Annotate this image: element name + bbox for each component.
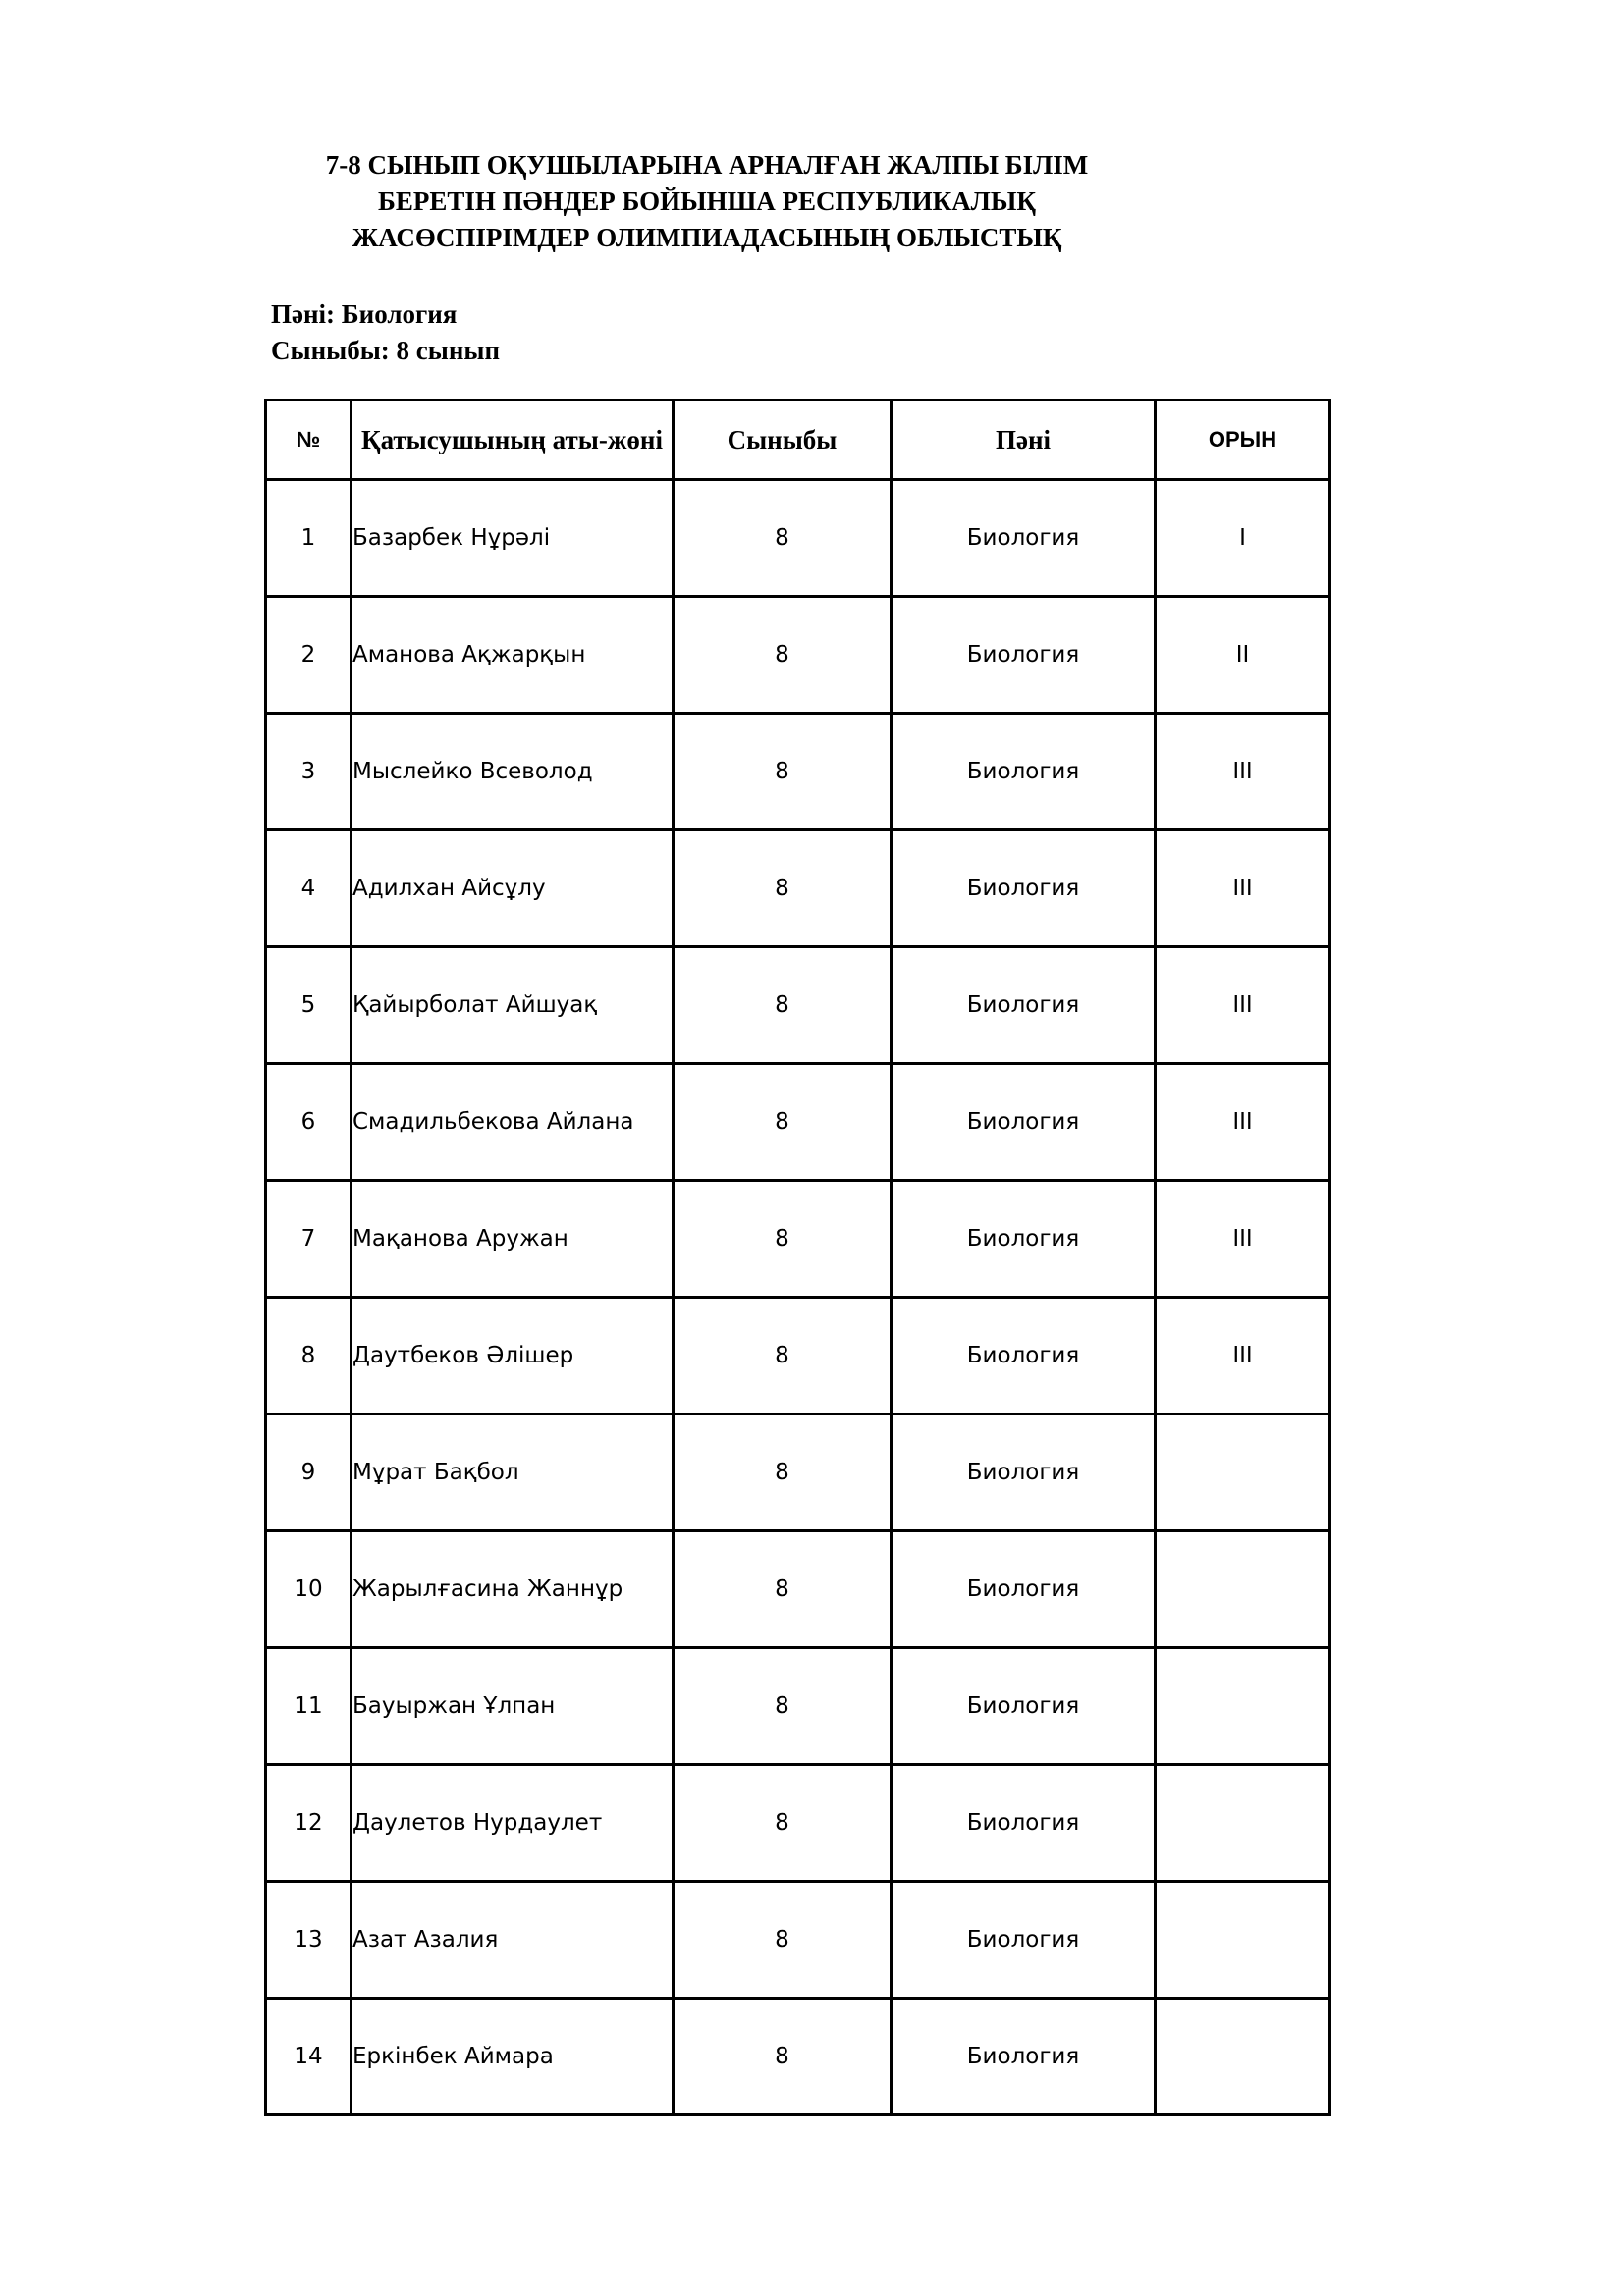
- cell-grade: 8: [674, 1298, 892, 1415]
- cell-grade: 8: [674, 1648, 892, 1765]
- cell-name: Смадильбекова Айлана: [352, 1064, 674, 1181]
- grade-line: Сыныбы: 8 сынып: [271, 336, 501, 365]
- header-subject: Пәні: [892, 400, 1156, 480]
- cell-name: Мұрат Бақбол: [352, 1415, 674, 1531]
- cell-number: 9: [266, 1415, 352, 1531]
- title-line: БЕРЕТІН ПӘНДЕР БОЙЫНША РЕСПУБЛИКАЛЫҚ: [378, 187, 1036, 216]
- cell-subject: Биология: [892, 1882, 1156, 1999]
- cell-place: II: [1156, 597, 1330, 714]
- cell-subject: Биология: [892, 1064, 1156, 1181]
- cell-name: Аманова Ақжарқын: [352, 597, 674, 714]
- cell-name: Даутбеков Әлішер: [352, 1298, 674, 1415]
- table-body: [266, 480, 1330, 2115]
- cell-grade: 8: [674, 1882, 892, 1999]
- cell-place: [1156, 1765, 1330, 1882]
- cell-name: Қайырболат Айшуақ: [352, 947, 674, 1064]
- cell-name: Базарбек Нұрәлі: [352, 480, 674, 597]
- cell-grade: 8: [674, 1531, 892, 1648]
- cell-subject: Биология: [892, 480, 1156, 597]
- table-row: [266, 1999, 1330, 2115]
- cell-place: [1156, 1999, 1330, 2115]
- header-number: №: [266, 400, 352, 480]
- cell-subject: Биология: [892, 830, 1156, 947]
- cell-place: [1156, 1648, 1330, 1765]
- cell-grade: 8: [674, 1181, 892, 1298]
- title-line: ЖАСӨСПІРІМДЕР ОЛИМПИАДАСЫНЫҢ ОБЛЫСТЫҚ: [352, 223, 1062, 252]
- cell-number: 7: [266, 1181, 352, 1298]
- table-header-row: [266, 400, 1330, 480]
- cell-subject: Биология: [892, 1531, 1156, 1648]
- table-row: [266, 1415, 1330, 1531]
- cell-grade: 8: [674, 1999, 892, 2115]
- cell-number: 13: [266, 1882, 352, 1999]
- cell-number: 2: [266, 597, 352, 714]
- table-row: [266, 1181, 1330, 1298]
- cell-number: 3: [266, 714, 352, 830]
- header-place: ОРЫН: [1156, 400, 1330, 480]
- header-grade: Сыныбы: [674, 400, 892, 480]
- cell-grade: 8: [674, 597, 892, 714]
- subject-line: Пәні: Биология: [271, 299, 458, 329]
- table-row: [266, 1882, 1330, 1999]
- cell-name: Мыслейко Всеволод: [352, 714, 674, 830]
- table-row: [266, 1648, 1330, 1765]
- cell-number: 11: [266, 1648, 352, 1765]
- cell-grade: 8: [674, 1765, 892, 1882]
- table-row: [266, 1298, 1330, 1415]
- cell-number: 8: [266, 1298, 352, 1415]
- cell-place: III: [1156, 1298, 1330, 1415]
- cell-place: III: [1156, 830, 1330, 947]
- cell-number: 5: [266, 947, 352, 1064]
- table-row: [266, 830, 1330, 947]
- document-title: [236, 147, 1178, 256]
- cell-place: III: [1156, 1181, 1330, 1298]
- results-table: [264, 399, 1331, 2116]
- table-row: [266, 1531, 1330, 1648]
- cell-subject: Биология: [892, 1415, 1156, 1531]
- cell-name: Азат Азалия: [352, 1882, 674, 1999]
- cell-name: Жарылғасина Жаннұр: [352, 1531, 674, 1648]
- cell-name: Бауыржан Ұлпан: [352, 1648, 674, 1765]
- table-row: [266, 714, 1330, 830]
- cell-place: III: [1156, 947, 1330, 1064]
- cell-grade: 8: [674, 830, 892, 947]
- cell-place: [1156, 1882, 1330, 1999]
- cell-grade: 8: [674, 1064, 892, 1181]
- cell-number: 6: [266, 1064, 352, 1181]
- cell-number: 1: [266, 480, 352, 597]
- cell-subject: Биология: [892, 1298, 1156, 1415]
- cell-number: 12: [266, 1765, 352, 1882]
- cell-grade: 8: [674, 714, 892, 830]
- cell-place: [1156, 1415, 1330, 1531]
- cell-subject: Биология: [892, 947, 1156, 1064]
- header-name: Қатысушының аты-жөні: [352, 400, 674, 480]
- cell-subject: Биология: [892, 1999, 1156, 2115]
- document-meta: [271, 296, 500, 369]
- cell-name: Мақанова Аружан: [352, 1181, 674, 1298]
- table-row: [266, 480, 1330, 597]
- table-row: [266, 597, 1330, 714]
- cell-place: I: [1156, 480, 1330, 597]
- cell-place: [1156, 1531, 1330, 1648]
- cell-grade: 8: [674, 947, 892, 1064]
- cell-subject: Биология: [892, 1765, 1156, 1882]
- cell-name: Даулетов Нурдаулет: [352, 1765, 674, 1882]
- cell-number: 4: [266, 830, 352, 947]
- cell-subject: Биология: [892, 1648, 1156, 1765]
- cell-place: III: [1156, 714, 1330, 830]
- cell-number: 14: [266, 1999, 352, 2115]
- cell-subject: Биология: [892, 714, 1156, 830]
- cell-grade: 8: [674, 1415, 892, 1531]
- cell-subject: Биология: [892, 597, 1156, 714]
- cell-subject: Биология: [892, 1181, 1156, 1298]
- cell-number: 10: [266, 1531, 352, 1648]
- cell-name: Еркінбек Аймара: [352, 1999, 674, 2115]
- table-row: [266, 1064, 1330, 1181]
- table-row: [266, 1765, 1330, 1882]
- title-line: 7-8 СЫНЫП ОҚУШЫЛАРЫНА АРНАЛҒАН ЖАЛПЫ БІЛІМ: [325, 150, 1089, 180]
- cell-name: Адилхан Айсұлу: [352, 830, 674, 947]
- table-row: [266, 947, 1330, 1064]
- cell-grade: 8: [674, 480, 892, 597]
- cell-place: III: [1156, 1064, 1330, 1181]
